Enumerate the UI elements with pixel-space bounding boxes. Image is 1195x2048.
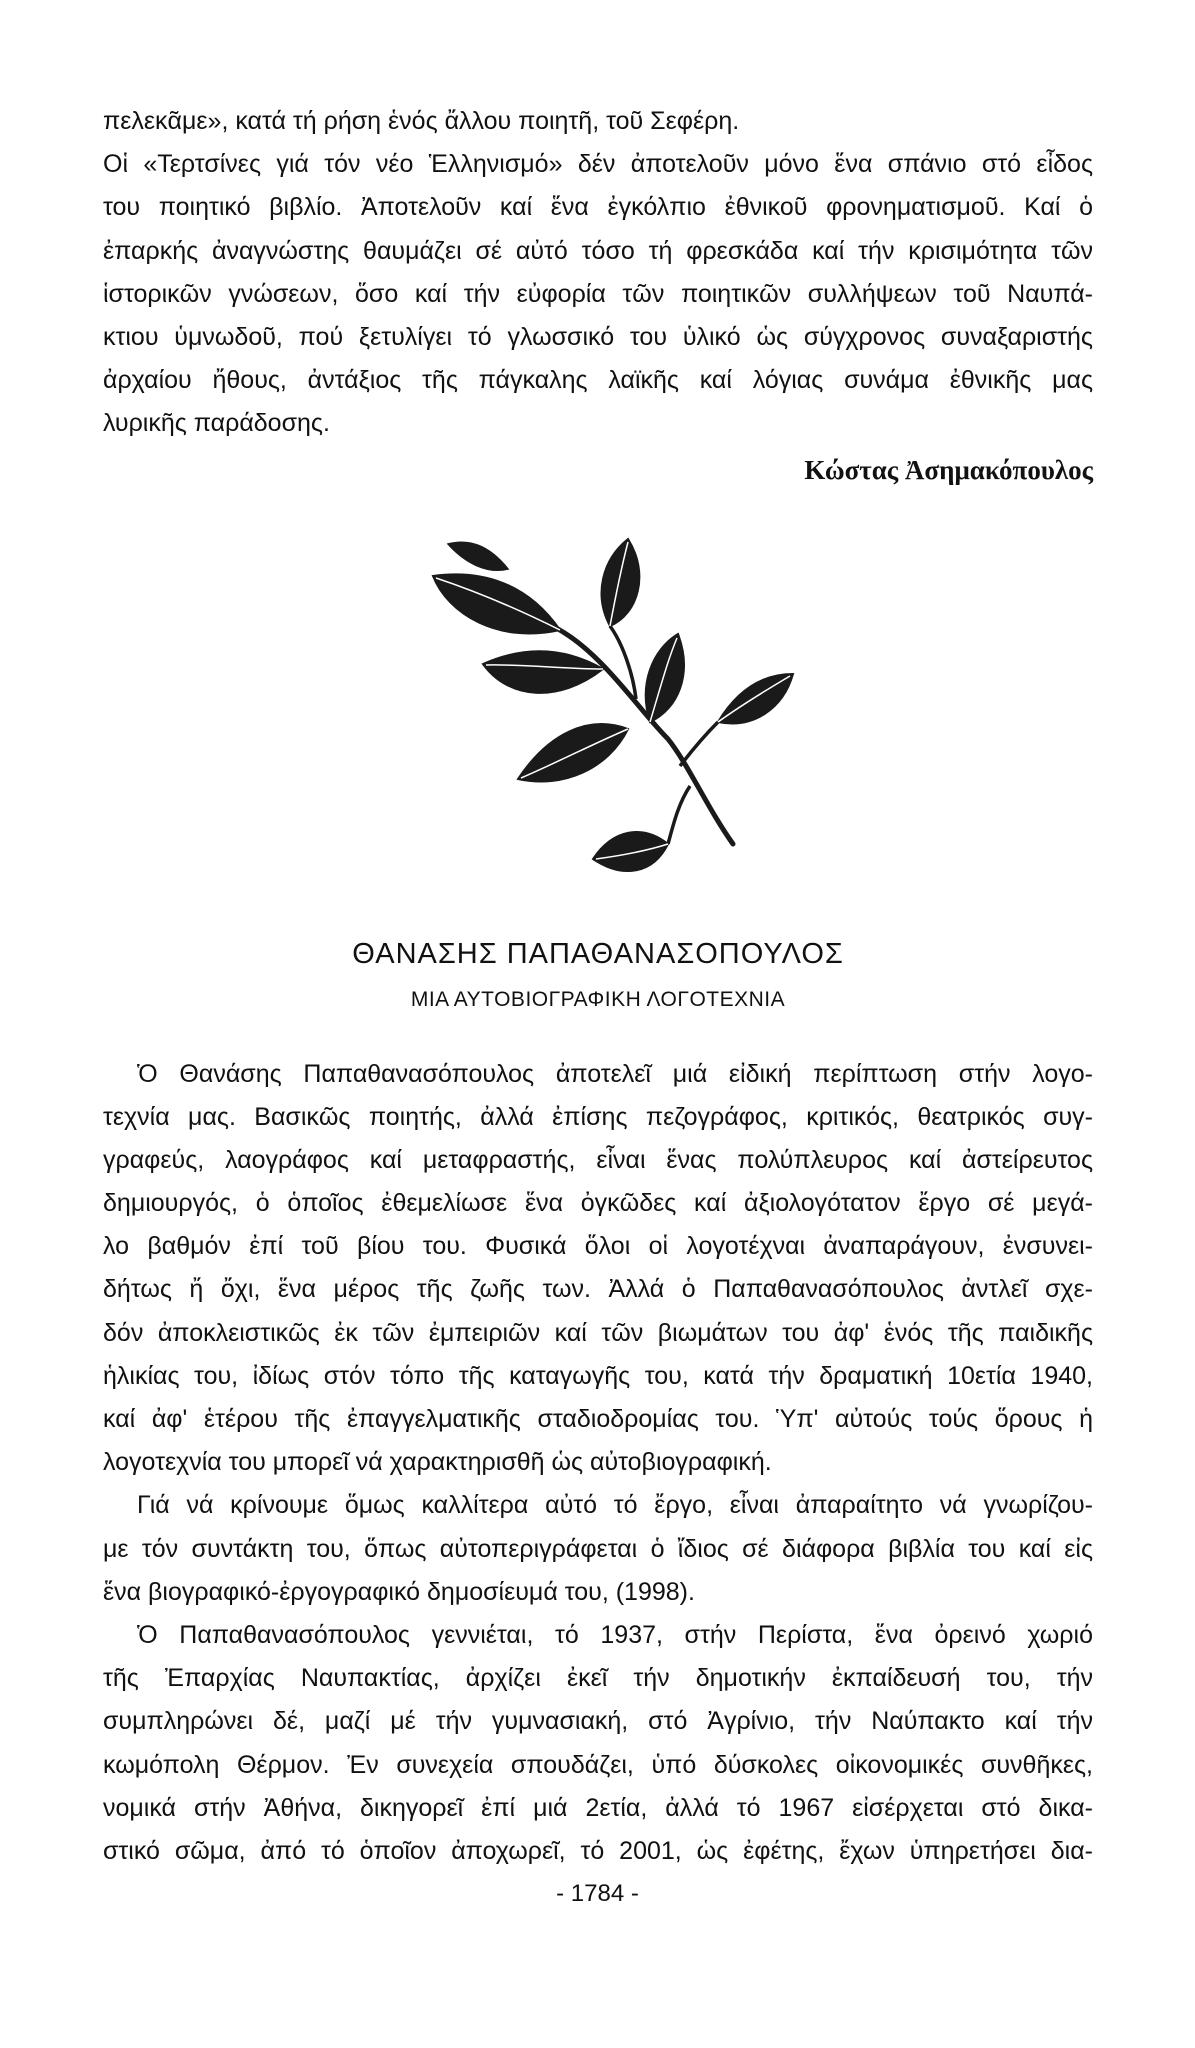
text-line: με τόν συντάκτη του, ὅπως αὐτοπεριγράφεται ὁ ἴδιος σέ διάφορα βιβλία του καί εἰς <box>103 1534 1093 1563</box>
previous-article-ending <box>103 100 1093 446</box>
article-body <box>103 1053 1093 1874</box>
text-line: δόν ἀποκλειστικῶς ἐκ τῶν ἐμπειριῶν καί τῶν βιωμάτων του ἀφ' ἑνός τῆς παιδικῆς <box>103 1318 1093 1347</box>
article-title: ΘΑΝΑΣΗΣ ΠΑΠΑΘΑΝΑΣΟΠΟΥΛΟΣ <box>352 937 844 970</box>
text-line: τῆς Ἐπαρχίας Ναυπακτίας, ἀρχίζει ἐκεῖ τήν δημοτικήν ἐκπαίδευσή του, τήν <box>103 1664 1093 1693</box>
text-line: δήτως ἤ ὄχι, ἕνα μέρος τῆς ζωῆς των. Ἀλλά ὁ Παπαθανασόπουλος ἀντλεῖ σχε- <box>103 1275 1093 1304</box>
text-line: στικό σῶμα, ἀπό τό ὁποῖον ἀποχωρεῖ, τό 2001, ὡς ἐφέτης, ἔχων ὑπηρετήσει δια- <box>103 1836 1093 1865</box>
text-line: ἱστορικῶν γνώσεων, ὅσο καί τήν εὐφορία τῶν ποιητικῶν συλλήψεων τοῦ Ναυπά- <box>103 279 1093 308</box>
text-line: συμπληρώνει δέ, μαζί μέ τήν γυμνασιακή, στό Ἀγρίνιο, τήν Ναύπακτο καί τήν <box>103 1707 1093 1736</box>
text-line: τεχνία μας. Βασικῶς ποιητής, ἀλλά ἐπίσης πεζογράφος, κριτικός, θεατρικός συγ- <box>103 1102 1093 1131</box>
text-line: ἕνα βιογραφικό-ἐργογραφικό δημοσίευμά του, (1998). <box>103 1577 695 1606</box>
text-line: γραφεύς, λαογράφος καί μεταφραστής, εἶναι ἕνας πολύπλευρος καί ἀστείρευτος <box>103 1145 1093 1174</box>
page-number: - 1784 - <box>556 1880 639 1907</box>
text-line: Ὁ Παπαθανασόπουλος γεννιέται, τό 1937, στήν Περίστα, ἕνα ὀρεινό χωριό <box>137 1620 1093 1649</box>
text-line: κτιου ὑμνωδοῦ, πού ξετυλίγει τό γλωσσικό του ὑλικό ὡς σύγχρονος συναξαριστής <box>103 322 1093 351</box>
text-line: Γιά νά κρίνουμε ὅμως καλλίτερα αὐτό τό ἔργο, εἶναι ἀπαραίτητο νά γνωρίζου- <box>137 1491 1093 1520</box>
text-line: πελεκᾶμε», κατά τή ρήση ἑνός ἄλλου ποιητῆ, τοῦ Σεφέρη. <box>103 107 740 135</box>
text-line: λυρικῆς παράδοσης. <box>103 409 330 438</box>
page-content <box>103 100 1093 1873</box>
text-line: δημιουργός, ὁ ὁποῖος ἐθεμελίωσε ἕνα ὀγκῶδες καί ἀξιολογότατον ἔργο σέ μεγά- <box>103 1189 1093 1218</box>
article-subtitle: ΜΙΑ ΑΥΤΟΒΙΟΓΡΑΦΙΚΗ ΛΟΓΟΤΕΧΝΙΑ <box>410 987 786 1011</box>
text-line: λογοτεχνία του μπορεῖ νά χαρακτηρισθῆ ὡς αὐτοβιογραφική. <box>103 1448 772 1477</box>
text-line: του ποιητικό βιβλίο. Ἀποτελοῦν καί ἕνα ἐγκόλπιο ἐθνικοῦ φρονηματισμοῦ. Καί ὁ <box>103 193 1093 222</box>
text-line: Οἱ «Τερτσίνες γιά τόν νέο Ἑλληνισμό» δέν ἀποτελοῦν μόνο ἕνα σπάνιο στό εἶδος <box>103 150 1093 179</box>
text-line: καί ἀφ' ἑτέρου τῆς ἐπαγγελματικῆς σταδιοδρομίας του. Ὑπ' αὐτούς τούς ὅρους ἡ <box>103 1405 1093 1433</box>
text-line: ἐπαρκής ἀναγνώστης θαυμάζει σέ αὐτό τόσο τή φρεσκάδα καί τήν κρισιμότητα τῶν <box>103 236 1093 265</box>
text-line: ἡλικίας του, ἰδίως στόν τόπο τῆς καταγωγῆς του, κατά τήν δραματική 10ετία 1940, <box>103 1361 1093 1390</box>
text-line: ἀρχαίου ἤθους, ἀντάξιος τῆς πάγκαλης λαϊκῆς καί λόγιας συνάμα ἐθνικῆς μας <box>103 366 1093 395</box>
text-line: νομικά στήν Ἀθήνα, δικηγορεῖ ἐπί μιά 2ετία, ἀλλά τό 1967 εἰσέρχεται στό δικα- <box>103 1793 1093 1822</box>
leaf-branch-icon <box>388 534 808 894</box>
text-line: κωμόπολη Θέρμον. Ἐν συνεχεία σπουδάζει, ὑπό δύσκολες οἰκονομικές συνθῆκες, <box>103 1750 1093 1779</box>
author-signature: Κώστας Ἀσημακόπουλος <box>804 454 1093 485</box>
text-line: λο βαθμόν ἐπί τοῦ βίου του. Φυσικά ὅλοι οἱ λογοτέχναι ἀναπαράγουν, ἐνσυνει- <box>103 1232 1093 1261</box>
text-line: Ὁ Θανάσης Παπαθανασόπουλος ἀποτελεῖ μιά εἰδική περίπτωση στήν λογο- <box>137 1059 1093 1088</box>
